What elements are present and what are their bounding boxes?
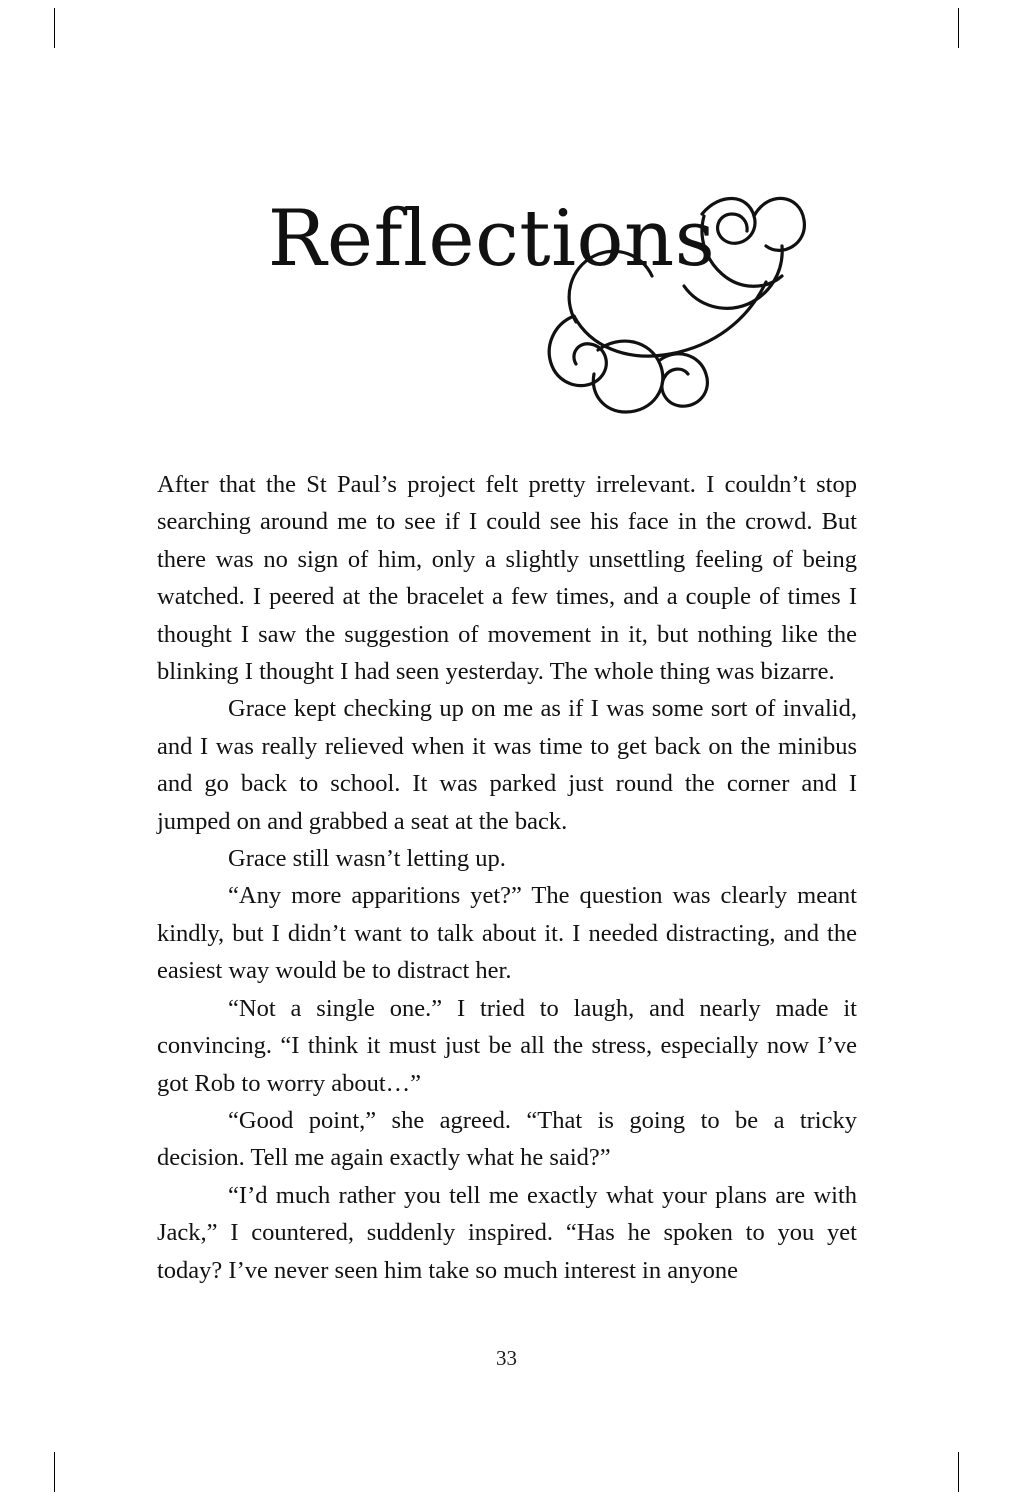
paragraph: After that the St Paul’s project felt pretty irrelevant. I couldn’t stop searching around me to see if I could see his face in the crowd. But there was no sign of him, only a slightly unsettling feeling of being watched. I peered at the bracelet a few times, and a couple of times I thought I saw the suggestion of movement in it, but nothing like the blinking I thought I had seen yesterday. The whole thing was bizarre. (157, 471, 857, 686)
chapter-heading-inner (267, 194, 746, 284)
crop-mark-top-right-icon (958, 8, 959, 48)
crop-mark-top-left-icon (54, 8, 55, 48)
paragraph: Grace kept checking up on me as if I was some sort of invalid, and I was really relieved when it was time to get back on the minibus and go back to school. It was parked just round the corner and I jumped on and grabbed a seat at the back. (157, 695, 857, 835)
crop-mark-bottom-left-icon (54, 1452, 55, 1492)
crop-mark-bottom-right-icon (958, 1452, 959, 1492)
paragraph: Grace still wasn’t letting up. (228, 845, 506, 873)
page-number: 33 (496, 1346, 517, 1370)
chapter-heading (0, 194, 1013, 284)
decorative-flourish-icon (466, 154, 826, 414)
paragraph: “Good point,” she agreed. “That is going to be a tricky decision. Tell me again exactly what he said?” (157, 1106, 857, 1172)
page-title: Reflections (267, 194, 716, 284)
body-text (157, 466, 857, 1289)
paragraph: “Any more apparitions yet?” The question was clearly meant kindly, but I didn’t want to talk about it. I needed distracting, and the easiest way would be to distract her. (157, 882, 857, 985)
paragraph: “I’d much rather you tell me exactly what your plans are with Jack,” I countered, suddenly inspired. “Has he spoken to you yet today? I’ve never seen him take so much interest in anyone (157, 1181, 857, 1284)
paragraph: “Not a single one.” I tried to laugh, and nearly made it convincing. “I think it must just be all the stress, especially now I’ve got Rob to worry about…” (157, 994, 857, 1097)
